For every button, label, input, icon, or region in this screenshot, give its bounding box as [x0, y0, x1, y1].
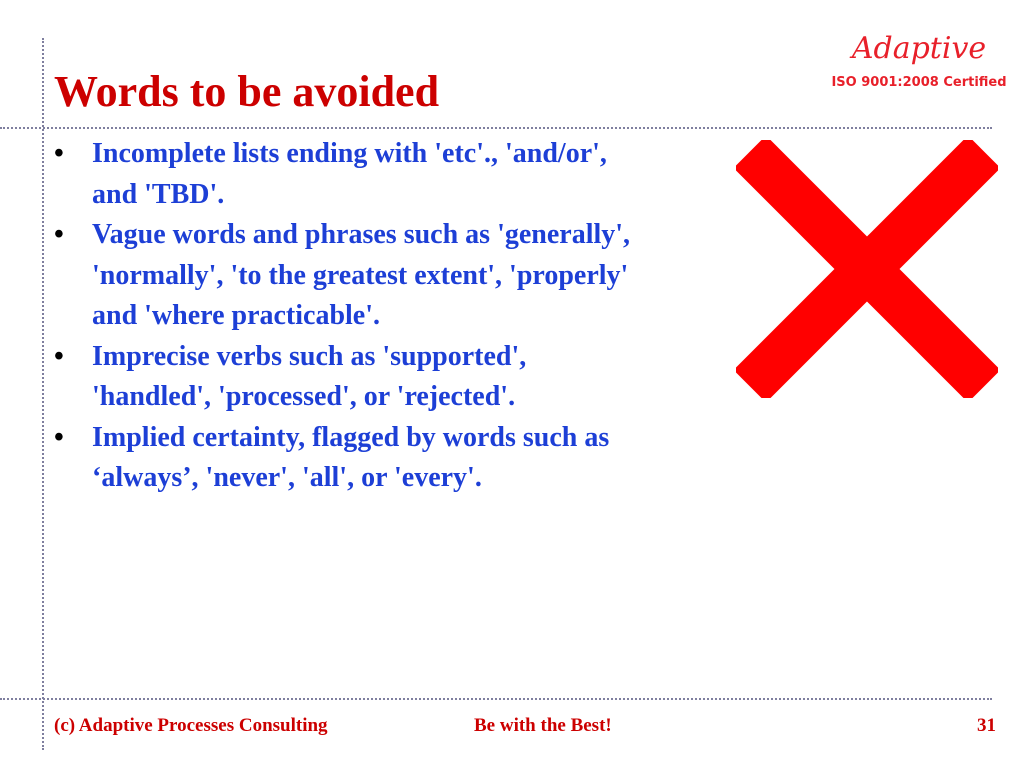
red-cross-icon [736, 140, 998, 398]
bullet-marker: • [54, 421, 64, 453]
bullet-marker: • [54, 138, 64, 169]
footer-copyright: (c) Adaptive Processes Consulting [54, 715, 328, 736]
bullet-marker: • [54, 340, 64, 372]
header-dotted-rule [0, 127, 992, 129]
list-item [52, 418, 652, 499]
list-item [52, 134, 652, 215]
vertical-dotted-rule [42, 38, 44, 750]
page-number: 31 [977, 715, 996, 736]
footer-slogan: Be with the Best! [474, 715, 612, 736]
list-item-text: Implied certainty, flagged by words such as ‘always’, 'never', 'all', or 'every'. [92, 421, 610, 493]
logo-name: Adaptive [851, 31, 987, 66]
slide-title: Words to be avoided [54, 67, 440, 116]
logo-certification: ISO 9001:2008 Certified [831, 75, 1007, 90]
company-logo [828, 30, 1010, 100]
bullet-marker: • [54, 219, 64, 250]
list-item-text: Incomplete lists ending with 'etc'., 'and/or', and 'TBD'. [92, 138, 607, 210]
list-item-text: Vague words and phrases such as 'generally', 'normally', 'to the greatest extent', 'properly' and 'where practicable'. [92, 219, 631, 331]
footer-dotted-rule [0, 698, 992, 700]
list-item-text: Imprecise verbs such as 'supported', 'handled', 'processed', or 'rejected'. [92, 340, 527, 412]
bullet-list [52, 134, 652, 499]
list-item [52, 337, 652, 418]
list-item [52, 215, 652, 337]
